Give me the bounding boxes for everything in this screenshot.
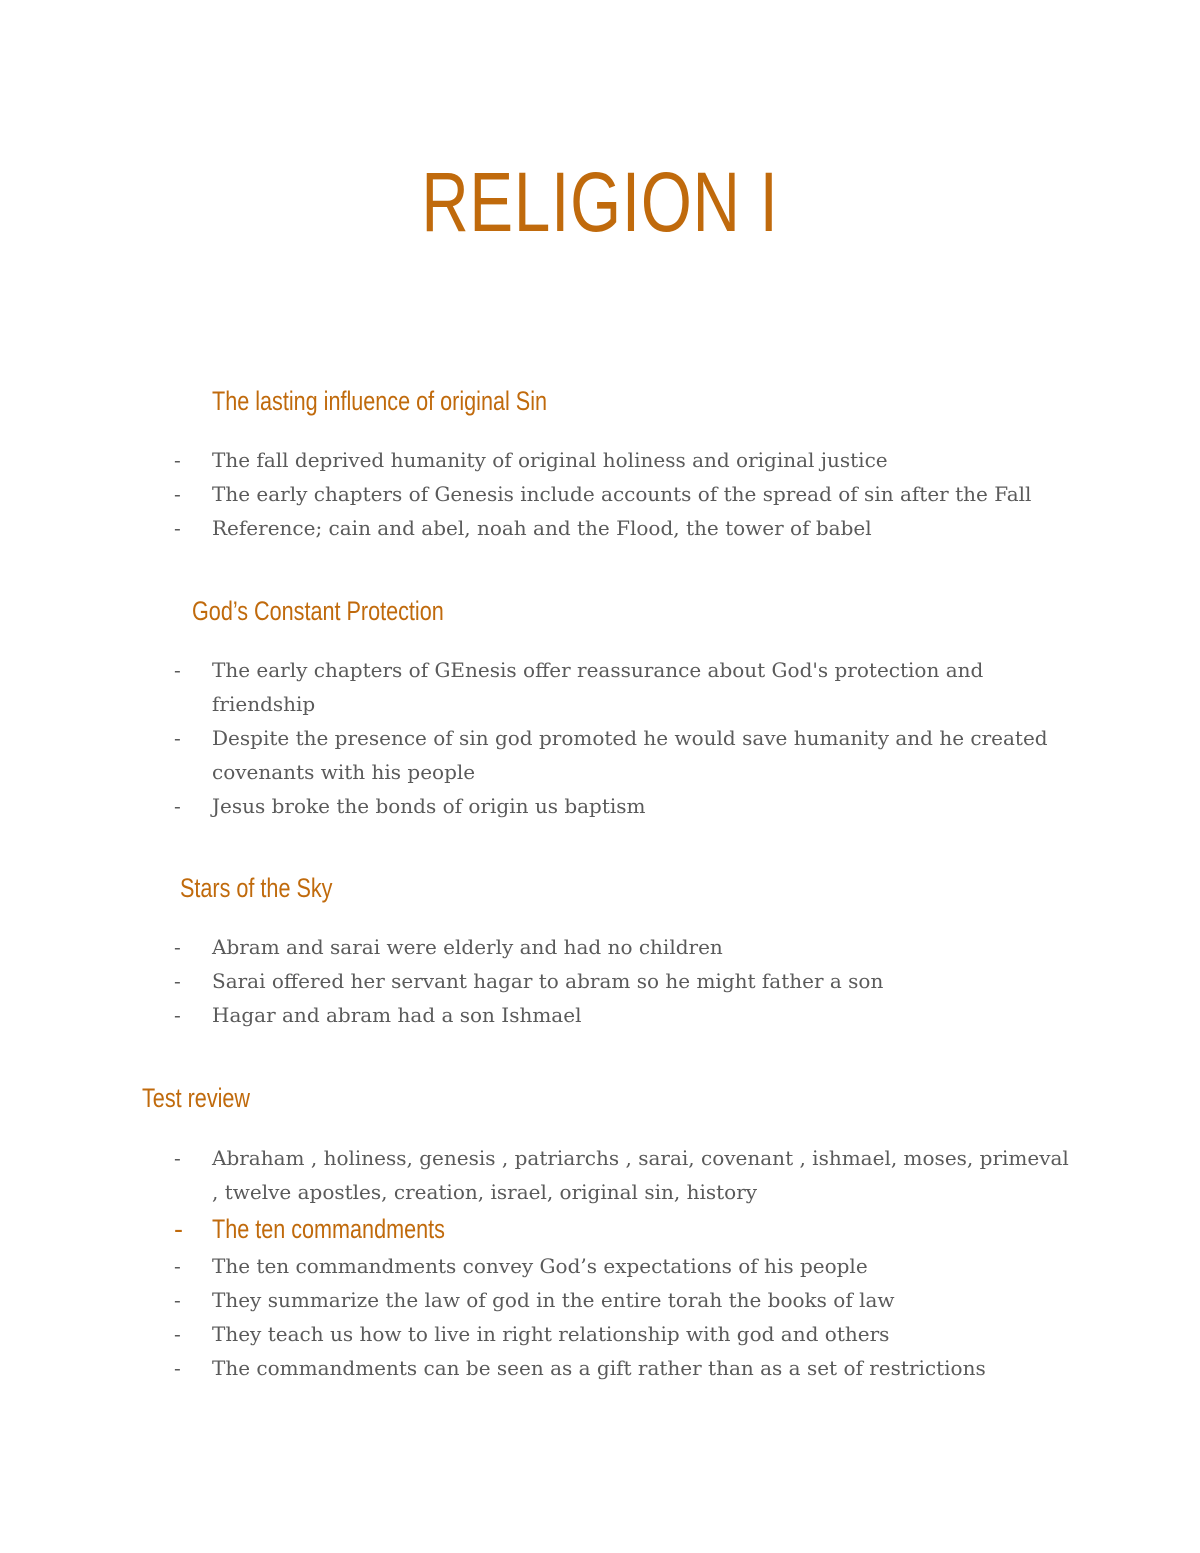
list-item	[0, 1283, 1200, 1317]
list-item-text: The commandments can be seen as a gift rather than as a set of restrictions	[212, 1356, 986, 1380]
list-item-text: Despite the presence of sin god promoted he would save humanity and he created covenants with his people	[212, 726, 1048, 784]
bullet-list-gods-protection	[0, 653, 1200, 823]
list-item-text: The ten commandments convey God’s expectations of his people	[212, 1254, 868, 1278]
dash-marker: -	[174, 794, 181, 818]
dash-marker: -	[174, 1322, 181, 1346]
list-item-text: Hagar and abram had a son Ishmael	[212, 1003, 582, 1027]
list-item	[0, 1141, 1200, 1209]
section-heading-gods-protection: God’s Constant Protection	[192, 596, 444, 626]
list-item	[0, 1249, 1200, 1283]
list-item	[0, 1351, 1200, 1385]
list-item	[0, 789, 1200, 823]
dash-marker: -	[174, 1288, 181, 1312]
list-item	[0, 998, 1200, 1032]
section-heading-original-sin: The lasting influence of original Sin	[212, 386, 548, 416]
sub-heading-text: The ten commandments	[212, 1214, 445, 1244]
page-title: RELIGION I	[421, 155, 779, 249]
list-item	[0, 930, 1200, 964]
list-item	[0, 964, 1200, 998]
list-item-text: Sarai offered her servant hagar to abram so he might father a son	[212, 969, 884, 993]
dash-marker: -	[174, 516, 181, 540]
dash-marker: -	[174, 969, 181, 993]
dash-marker: -	[174, 1254, 181, 1278]
section-heading-stars-of-sky: Stars of the Sky	[180, 873, 333, 903]
list-item-text: They summarize the law of god in the entire torah the books of law	[212, 1288, 895, 1312]
list-item-text: They teach us how to live in right relationship with god and others	[212, 1322, 890, 1346]
list-item-text: Jesus broke the bonds of origin us baptism	[212, 794, 646, 818]
list-item	[0, 443, 1200, 477]
dash-marker: -	[174, 935, 181, 959]
dash-marker: -	[174, 726, 181, 750]
list-item	[0, 1317, 1200, 1351]
list-item-text: The fall deprived humanity of original holiness and original justice	[212, 448, 888, 472]
dash-marker: -	[174, 658, 181, 682]
list-item-text: The early chapters of GEnesis offer reassurance about God's protection and friendship	[212, 658, 984, 716]
section-heading-test-review: Test review	[142, 1083, 251, 1113]
list-item-text: Reference; cain and abel, noah and the Flood, the tower of babel	[212, 516, 872, 540]
bullet-list-stars-of-sky	[0, 930, 1200, 1032]
list-item	[0, 721, 1200, 789]
list-item	[0, 477, 1200, 511]
sub-heading-ten-commandments	[0, 1209, 1200, 1249]
dash-marker: -	[174, 1214, 183, 1244]
dash-marker: -	[174, 1356, 181, 1380]
list-item-text: Abraham , holiness, genesis , patriarchs , sarai, covenant , ishmael, moses, primeval , twelve apostles, creation, israel, original sin, history	[212, 1146, 1069, 1204]
list-item-text: The early chapters of Genesis include accounts of the spread of sin after the Fall	[212, 482, 1032, 506]
list-item-text: Abram and sarai were elderly and had no children	[212, 935, 723, 959]
dash-marker: -	[174, 1003, 181, 1027]
dash-marker: -	[174, 482, 181, 506]
list-item	[0, 653, 1200, 721]
dash-marker: -	[174, 1146, 181, 1170]
dash-marker: -	[174, 448, 181, 472]
bullet-list-test-review	[0, 1141, 1200, 1385]
list-item	[0, 511, 1200, 545]
bullet-list-original-sin	[0, 443, 1200, 545]
